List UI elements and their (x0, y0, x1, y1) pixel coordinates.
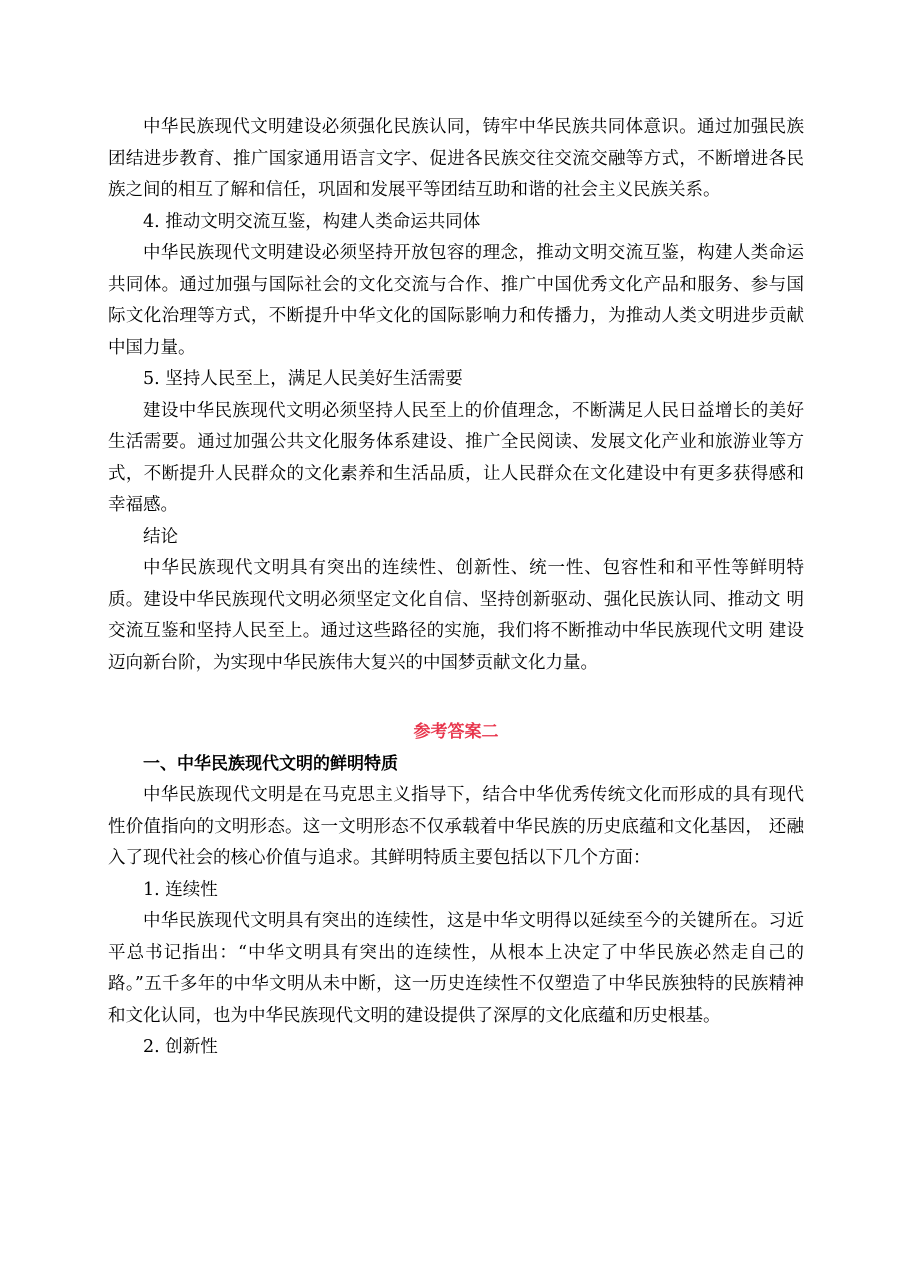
list-item-1: 1. 连续性 (143, 879, 218, 900)
list-item-2: 2. 创新性 (143, 1037, 218, 1057)
list-item-4: 4. 推动文明交流互鉴，构建人类命运共同体 (143, 211, 481, 232)
paragraph-intro: 中华民族现代文明是在马克思主义指导下，结合中华优秀传统文化而形成的具有现代性价值指向的文明形态。这一文明形态不仅承载着中华民族的历史底蕴和文化基因， 还融入了现代社会的核心价值与追求。其鲜明特质主要包括以下几个方面： (108, 785, 804, 868)
conclusion-label: 结论 (143, 526, 178, 547)
document-page (108, 112, 804, 1064)
paragraph-conclusion: 中华民族现代文明具有突出的连续性、创新性、统一性、包容性和和平性等鲜明特质。建设中华民族现代文明必须坚定文化自信、坚持创新驱动、强化民族认同、推动文 明交流互鉴和坚持人民至上。通过这些路径的实施，我们将不断推动中华民族现代文明 建设迈向新台阶，为实现中华民族伟大复兴的中国梦贡献文化力量。 (108, 558, 804, 673)
paragraph-civilization-exchange: 中华民族现代文明建设必须坚持开放包容的理念，推动文明交流互鉴，构建人类命运共同体。通过加强与国际社会的文化交流与合作、推广中国优秀文化产品和服务、参与国际文化治理等方式，不断提升中华文化的国际影响力和传播力，为推动人类文明进步贡献中国力量。 (108, 243, 804, 358)
list-item-5: 5. 坚持人民至上，满足人民美好生活需要 (143, 369, 463, 389)
paragraph-people-first: 建设中华民族现代文明必须坚持人民至上的价值理念，不断满足人民日益增长的美好生活需要。通过加强公共文化服务体系建设、推广全民阅读、发展文化产业和旅游业等方式，不断提升人民群众的文化素养和生活品质，让人民群众在文化建设中有更多获得感和幸福感。 (108, 400, 804, 515)
section-heading-1: 一、中华民族现代文明的鲜明特质 (143, 753, 398, 774)
answer-title: 参考答案二 (413, 722, 499, 742)
paragraph-continuity: 中华民族现代文明具有突出的连续性，这是中华文明得以延续至今的关键所在。习近平总书记指出：“中华文明具有突出的连续性，从根本上决定了中华民族必然走自己的路。”五千多年的中华文明从未中断，这一历史连续性不仅塑造了中华民族独特的民族精神和文化认同，也为中华民族现代文明的建设提供了深厚的文化底蕴和历史根基。 (108, 911, 804, 1026)
paragraph-ethnic-identity: 中华民族现代文明建设必须强化民族认同，铸牢中华民族共同体意识。通过加强民族团结进步教育、推广国家通用语言文字、促进各民族交往交流交融等方式，不断增进各民族之间的相互了解和信任，巩固和发展平等团结互助和谐的社会主义民族关系。 (108, 117, 804, 200)
